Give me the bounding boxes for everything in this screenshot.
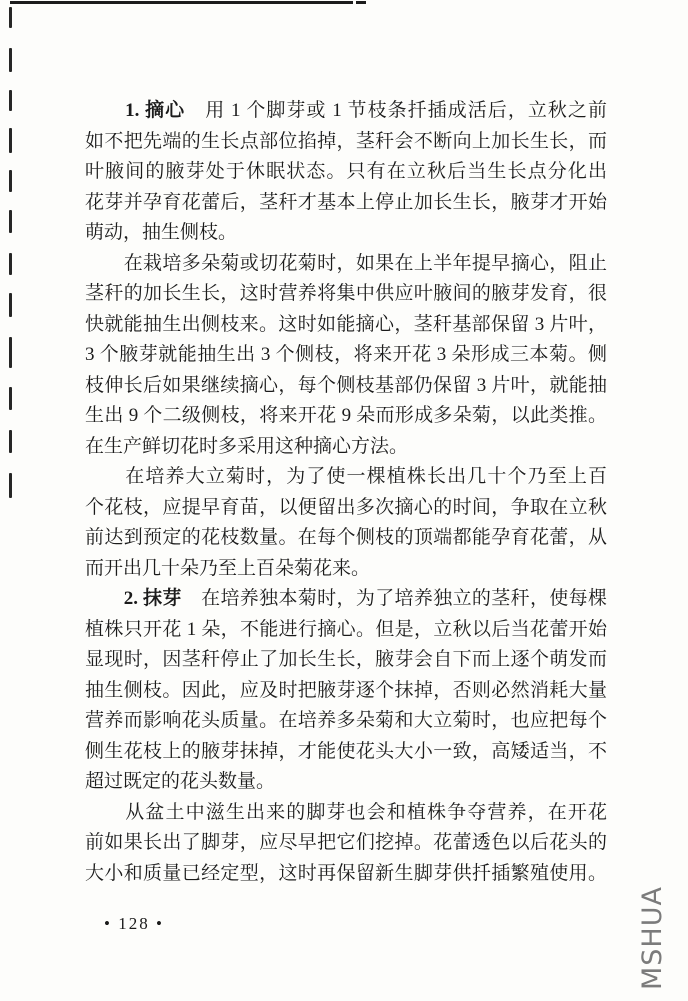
scan-mark: [9, 48, 12, 72]
text-line: 快就能抽生出侧枝来。这时如能摘心，茎秆基部保留 3 片叶，: [85, 313, 607, 335]
section-heading: 2. 抹芽: [123, 588, 182, 609]
text-line: 花芽并孕育花蕾后，茎秆才基本上停止加长生长，腋芽才开始: [85, 191, 607, 213]
text-line: 显现时，因茎秆停止了加长生长，腋芽会自下而上逐个萌发而: [85, 649, 607, 670]
text-line: 枝伸长后如果继续摘心，每个侧枝基部仍保留 3 片叶，就能抽: [85, 374, 607, 396]
scan-mark: [9, 387, 12, 410]
paragraph: [85, 798, 607, 890]
scan-mark: [9, 473, 12, 498]
scan-mark: [9, 7, 12, 28]
text-line: 个花枝，应提早育苗，以便留出多次摘心的时间，争取在立秋: [85, 496, 607, 518]
text-line: 在生产鲜切花时多采用这种摘心方法。: [85, 435, 409, 457]
scan-mark: [9, 170, 12, 192]
paragraph: [85, 96, 607, 249]
text-line: 如不把先端的生长点部位掐掉，茎秆会不断向上加长生长，而: [85, 130, 607, 152]
text-line: 在栽培多朵菊或切花菊时，如果在上半年提早摘心，阻止: [85, 252, 607, 274]
scan-mark: [9, 337, 12, 368]
paragraph: [85, 462, 607, 584]
text-line: 在培养大立菊时，为了使一棵植株长出几十个乃至上百: [85, 466, 607, 487]
section-heading: 1. 摘心: [125, 100, 186, 121]
text-line: 而开出几十朵乃至上百朵菊花来。: [85, 557, 371, 579]
scan-mark: [9, 293, 12, 317]
text-line: 茎秆的加长生长，这时营养将集中供应叶腋间的腋芽发育，很: [85, 283, 607, 304]
scan-top-edge-segment: [356, 1, 366, 4]
scan-mark: [9, 430, 12, 453]
text-line: 侧生花枝上的腋芽抹掉，才能使花头大小一致，高矮适当，不: [85, 740, 607, 762]
text-line: 大小和质量已经定型，这时再保留新生脚芽供扦插繁殖使用。: [85, 862, 607, 884]
scan-top-edge-segment: [10, 1, 353, 4]
text-line: 从盆土中滋生出来的脚芽也会和植株争夺营养，在开花: [85, 801, 607, 823]
text-line: 营养而影响花头质量。在培养多朵菊和大立菊时，也应把每个: [85, 710, 607, 731]
paragraph: [85, 249, 607, 463]
text-line: 2. 抹芽 在培养独本菊时，为了培养独立的茎秆，使每棵: [123, 588, 607, 609]
text-line: 超过既定的花头数量。: [85, 771, 276, 792]
page-number: • 128 •: [104, 914, 164, 933]
text-line: 1. 摘心 用 1 个脚芽或 1 节枝条扦插成活后，立秋之前: [125, 100, 607, 121]
text-line: 生出 9 个二级侧枝，将来开花 9 朵而形成多朵菊，以此类推。: [85, 405, 607, 426]
text-line: 抽生侧枝。因此，应及时把腋芽逐个抹掉，否则必然消耗大量: [85, 679, 607, 701]
scan-mark: [9, 210, 12, 233]
text-line: 前如果长出了脚芽，应尽早把它们挖掉。花蕾透色以后花头的: [85, 832, 607, 853]
text-line: 叶腋间的腋芽处于休眠状态。只有在立秋后当生长点分化出: [85, 161, 607, 182]
text-line: 萌动，抽生侧枝。: [85, 222, 238, 243]
scan-mark: [9, 90, 12, 111]
text-line: 前达到预定的花枝数量。在每个侧枝的顶端都能孕育花蕾，从: [85, 527, 607, 548]
text-line: 3 个腋芽就能抽生出 3 个侧枝，将来开花 3 朵形成三本菊。侧: [85, 344, 607, 365]
text-block: [85, 96, 607, 889]
text-line: 植株只开花 1 朵，不能进行摘心。但是，立秋以后当花蕾开始: [85, 618, 607, 640]
watermark: MSHUA: [637, 886, 668, 990]
scan-mark: [9, 253, 12, 275]
scan-mark: [9, 128, 12, 153]
paragraph: [85, 584, 607, 798]
